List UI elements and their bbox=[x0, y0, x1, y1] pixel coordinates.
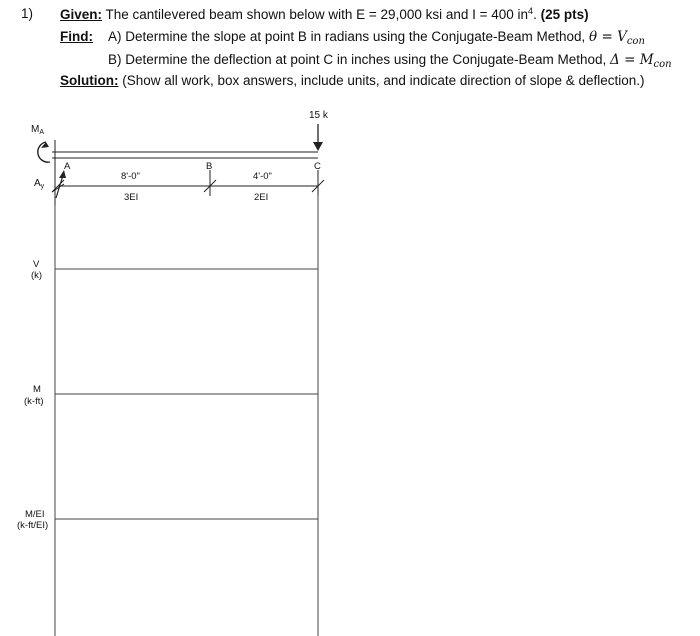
span1-length: 8'-0" bbox=[121, 171, 140, 182]
beam-member bbox=[52, 152, 318, 158]
solution-text: (Show all work, box answers, include units, and indicate direction of slope & deflection.) bbox=[122, 73, 645, 88]
given-period: . bbox=[533, 7, 537, 22]
reaction-arrow-icon bbox=[52, 170, 66, 198]
mei-unit: (k-ft/EI) bbox=[17, 520, 49, 531]
find-label-text: Find: bbox=[60, 29, 93, 44]
vertical-reaction-text: A bbox=[34, 178, 41, 189]
dimension-line bbox=[52, 170, 324, 196]
moment-reaction-text: M bbox=[31, 124, 40, 135]
given-exponent: 4 bbox=[528, 6, 534, 16]
diagram-grid bbox=[55, 196, 318, 636]
find-b-eq-lhs: Δ = M bbox=[610, 52, 654, 68]
moment-reaction-sub: A bbox=[39, 129, 45, 136]
moment-diagram-unit: (k-ft) bbox=[24, 396, 44, 407]
given-text: The cantilevered beam shown below with E = 29,000 ksi and I = 400 in bbox=[105, 7, 529, 22]
vertical-reaction-label bbox=[34, 178, 44, 190]
load-label: 15 k bbox=[309, 110, 328, 121]
point-a-label: A bbox=[64, 161, 71, 172]
find-a-eq-lhs: θ = V bbox=[589, 29, 627, 45]
find-a-text: A) Determine the slope at point B in radians using the Conjugate-Beam Method, bbox=[108, 29, 586, 44]
mei-label: M/EI bbox=[25, 509, 45, 520]
find-b-eq-sub: con bbox=[653, 59, 672, 70]
vertical-reaction-sub: y bbox=[40, 183, 45, 190]
shear-unit: (k) bbox=[31, 270, 43, 281]
solution-label: Solution: bbox=[60, 73, 119, 88]
find-a-eq-sub: con bbox=[626, 36, 645, 47]
shear-label: V bbox=[33, 259, 40, 270]
span2-length: 4'-0" bbox=[253, 171, 272, 182]
span1-stiffness: 3EI bbox=[124, 192, 139, 203]
moment-reaction-label bbox=[31, 124, 44, 136]
given-label: Given: bbox=[60, 7, 103, 22]
moment-diagram-label: M bbox=[33, 384, 41, 395]
given-points: (25 pts) bbox=[540, 7, 589, 22]
span2-stiffness: 2EI bbox=[254, 192, 269, 203]
point-c-label: C bbox=[314, 161, 321, 172]
problem-number: 1) bbox=[21, 6, 34, 21]
find-b-text: B) Determine the deflection at point C in inches using the Conjugate-Beam Method, bbox=[108, 52, 607, 67]
point-b-label: B bbox=[206, 161, 213, 172]
point-load-arrow-icon bbox=[313, 124, 323, 151]
